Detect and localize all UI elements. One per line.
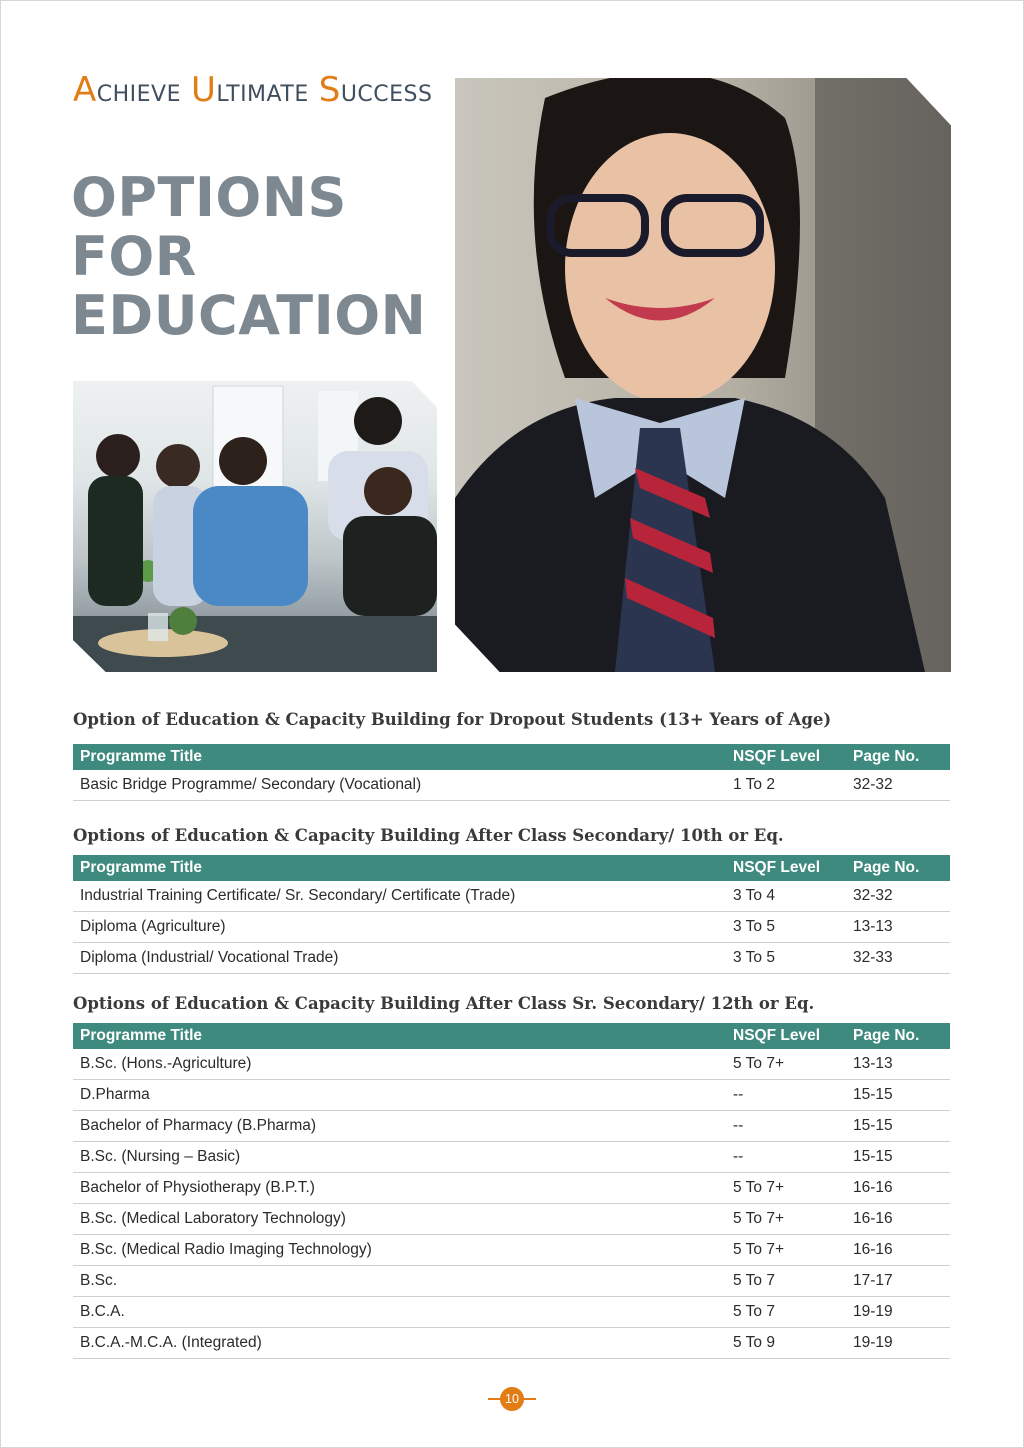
brand-word: CHIEVE [96, 82, 182, 107]
students-lab-photo [73, 381, 437, 672]
page-no-cell: 15-15 [846, 1080, 950, 1111]
page-title [71, 168, 426, 345]
student-portrait-illustration [455, 78, 951, 672]
programme-title-cell: Diploma (Industrial/ Vocational Trade) [73, 943, 726, 974]
table-row [73, 1173, 950, 1204]
nsqf-level-cell: 5 To 7 [726, 1266, 846, 1297]
nsqf-level-cell: 1 To 2 [726, 770, 846, 801]
page-no-cell: 15-15 [846, 1111, 950, 1142]
table-row [73, 881, 950, 912]
column-header-page-no: Page No. [846, 744, 950, 770]
programme-title-cell: Basic Bridge Programme/ Secondary (Vocational) [73, 770, 726, 801]
brand-initial: S [318, 70, 341, 110]
page-no-cell: 16-16 [846, 1173, 950, 1204]
column-header-page-no: Page No. [846, 855, 950, 881]
table-header-row [73, 855, 950, 881]
page-no-cell: 32-32 [846, 770, 950, 801]
page-no-cell: 19-19 [846, 1328, 950, 1359]
nsqf-level-cell: 5 To 7 [726, 1297, 846, 1328]
table-row [73, 1297, 950, 1328]
nsqf-level-cell: 3 To 5 [726, 912, 846, 943]
table-row [73, 943, 950, 974]
table-row [73, 1111, 950, 1142]
nsqf-level-cell: -- [726, 1142, 846, 1173]
column-header-programme-title: Programme Title [73, 744, 726, 770]
table-row [73, 1328, 950, 1359]
column-header-page-no: Page No. [846, 1023, 950, 1049]
column-header-nsqf-level: NSQF Level [726, 855, 846, 881]
programme-title-cell: B.Sc. (Medical Laboratory Technology) [73, 1204, 726, 1235]
programme-title-cell: Diploma (Agriculture) [73, 912, 726, 943]
programme-title-cell: Bachelor of Pharmacy (B.Pharma) [73, 1111, 726, 1142]
student-portrait-photo [455, 78, 951, 672]
nsqf-level-cell: 3 To 5 [726, 943, 846, 974]
section-heading: Options of Education & Capacity Building After Class Sr. Secondary/ 12th or Eq. [73, 994, 815, 1013]
table-row [73, 1142, 950, 1173]
table-row [73, 1204, 950, 1235]
nsqf-level-cell: 5 To 7+ [726, 1235, 846, 1266]
page-number [488, 1387, 536, 1411]
page-no-cell: 32-32 [846, 881, 950, 912]
column-header-nsqf-level: NSQF Level [726, 1023, 846, 1049]
table-row [73, 770, 950, 801]
section-heading: Option of Education & Capacity Building for Dropout Students (13+ Years of Age) [73, 710, 832, 729]
page-no-cell: 16-16 [846, 1204, 950, 1235]
programme-title-cell: B.Sc. (Medical Radio Imaging Technology) [73, 1235, 726, 1266]
nsqf-level-cell: 5 To 7+ [726, 1049, 846, 1080]
title-line: OPTIONS [71, 166, 347, 229]
brand-word: LTIMATE [216, 82, 309, 107]
column-header-programme-title: Programme Title [73, 1023, 726, 1049]
title-line: FOR [71, 225, 197, 288]
brand-heading [73, 70, 442, 110]
programme-title-cell: B.C.A. [73, 1297, 726, 1328]
programme-table [73, 1023, 950, 1359]
nsqf-level-cell: -- [726, 1111, 846, 1142]
programme-table [73, 744, 950, 801]
programme-table [73, 855, 950, 974]
section-heading: Options of Education & Capacity Building After Class Secondary/ 10th or Eq. [73, 826, 784, 845]
page-no-cell: 15-15 [846, 1142, 950, 1173]
nsqf-level-cell: 3 To 4 [726, 881, 846, 912]
table-row [73, 912, 950, 943]
programme-title-cell: B.C.A.-M.C.A. (Integrated) [73, 1328, 726, 1359]
table-header-row [73, 744, 950, 770]
nsqf-level-cell: 5 To 7+ [726, 1173, 846, 1204]
programme-title-cell: Bachelor of Physiotherapy (B.P.T.) [73, 1173, 726, 1204]
programme-title-cell: Industrial Training Certificate/ Sr. Secondary/ Certificate (Trade) [73, 881, 726, 912]
column-header-nsqf-level: NSQF Level [726, 744, 846, 770]
brand-initial: U [191, 70, 217, 110]
programme-title-cell: B.Sc. [73, 1266, 726, 1297]
brand-word: UCCESS [340, 82, 433, 107]
table-header-row [73, 1023, 950, 1049]
programme-title-cell: D.Pharma [73, 1080, 726, 1111]
table-row [73, 1235, 950, 1266]
page-no-cell: 19-19 [846, 1297, 950, 1328]
page-no-cell: 13-13 [846, 1049, 950, 1080]
page-no-cell: 32-33 [846, 943, 950, 974]
title-line: EDUCATION [71, 284, 427, 347]
brand-initial: A [73, 70, 97, 110]
page-no-cell: 17-17 [846, 1266, 950, 1297]
column-header-programme-title: Programme Title [73, 855, 726, 881]
programme-title-cell: B.Sc. (Hons.-Agriculture) [73, 1049, 726, 1080]
students-lab-illustration [73, 381, 437, 672]
table-row [73, 1049, 950, 1080]
nsqf-level-cell: -- [726, 1080, 846, 1111]
page-number-badge: 10 [500, 1387, 524, 1411]
page-no-cell: 13-13 [846, 912, 950, 943]
programme-title-cell: B.Sc. (Nursing – Basic) [73, 1142, 726, 1173]
nsqf-level-cell: 5 To 9 [726, 1328, 846, 1359]
nsqf-level-cell: 5 To 7+ [726, 1204, 846, 1235]
table-row [73, 1266, 950, 1297]
table-row [73, 1080, 950, 1111]
page-no-cell: 16-16 [846, 1235, 950, 1266]
